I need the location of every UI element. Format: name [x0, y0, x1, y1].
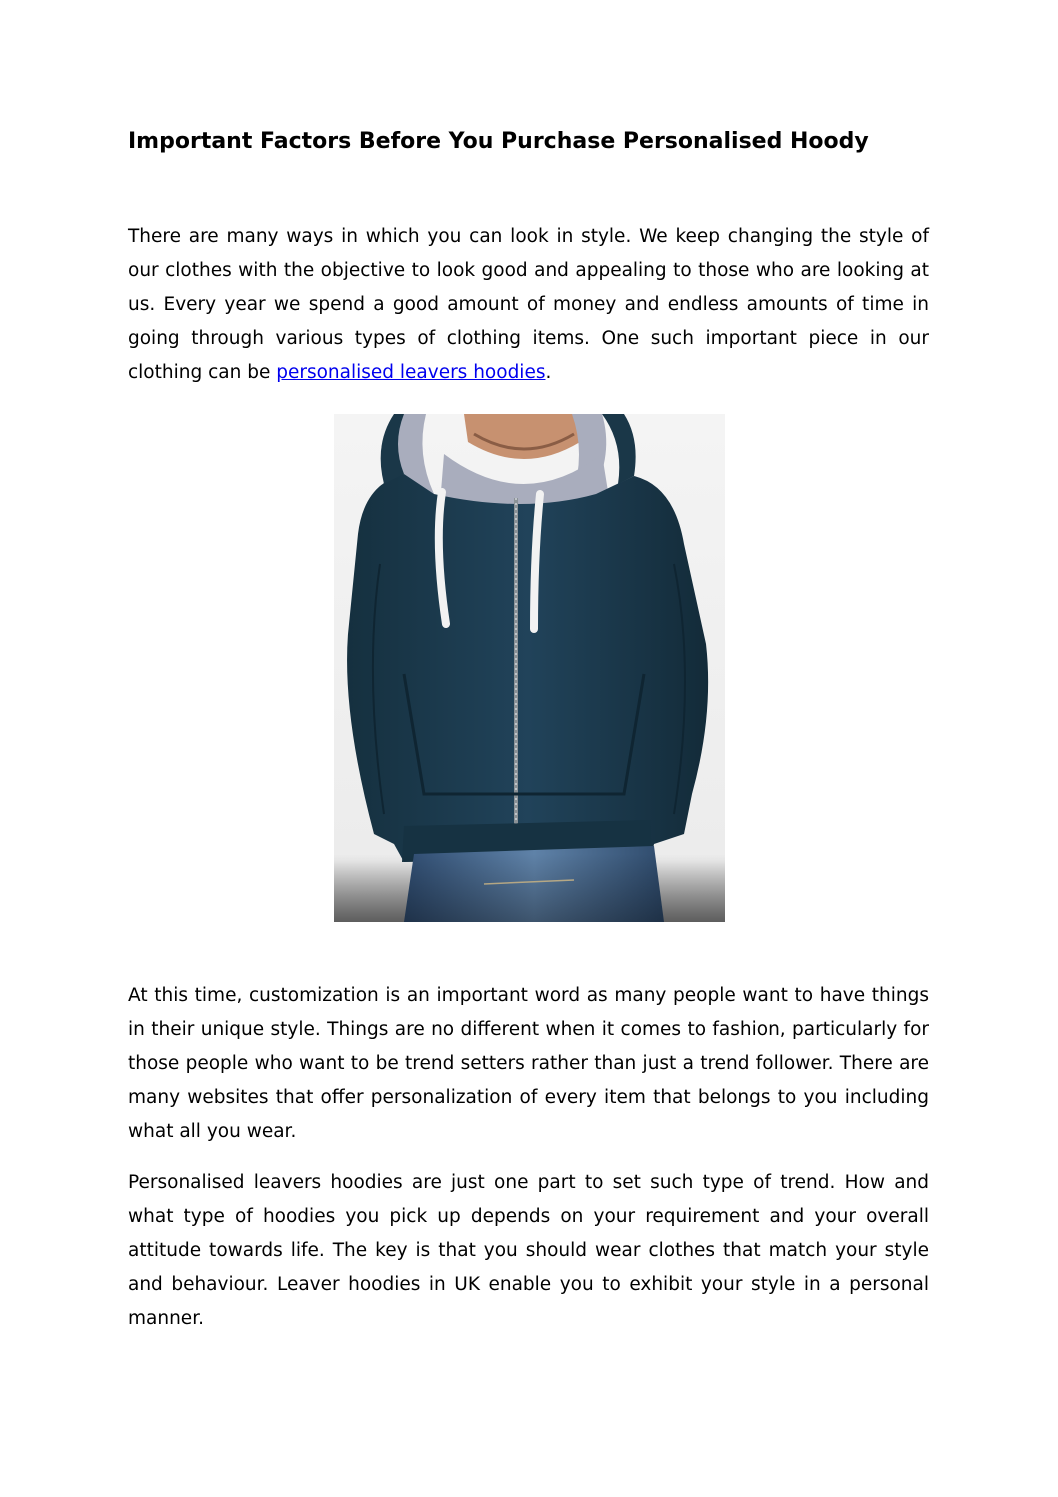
trend-paragraph: Personalised leavers hoodies are just one part to set such type of trend. How and what type of hoodies you pick up depends on your requirement and your overall attitude towards life. The key is that you should wear clothes that match your style and behaviour. Leaver hoodies in UK enable you to exhibit your style in a personal manner. — [128, 1172, 929, 1329]
hoodie-illustration — [334, 414, 725, 922]
hoodie-body — [347, 474, 708, 862]
intro-paragraph — [128, 220, 929, 390]
intro-text-end: . — [545, 362, 552, 383]
intro-text: There are many ways in which you can look in style. We keep changing the style of our clothes with the objective to look good and appealing to those who are looking at us. Every year we spend a good amount of money and endless amounts of time in going through various types of clothing items. One such important piece in our clothing can be — [128, 226, 929, 383]
customization-paragraph: At this time, customization is an important word as many people want to have things in their unique style. Things are no different when it comes to fashion, particularly for those people who want to be trend setters rather than just a trend follower. There are many websites that offer personalization of every item that belongs to you including what all you wear. — [128, 985, 929, 1142]
personalised-hoodies-link[interactable]: personalised leavers hoodies — [276, 362, 546, 383]
article-title: Important Factors Before You Purchase Personalised Hoody — [128, 129, 869, 154]
hoodie-product-image — [334, 414, 725, 922]
